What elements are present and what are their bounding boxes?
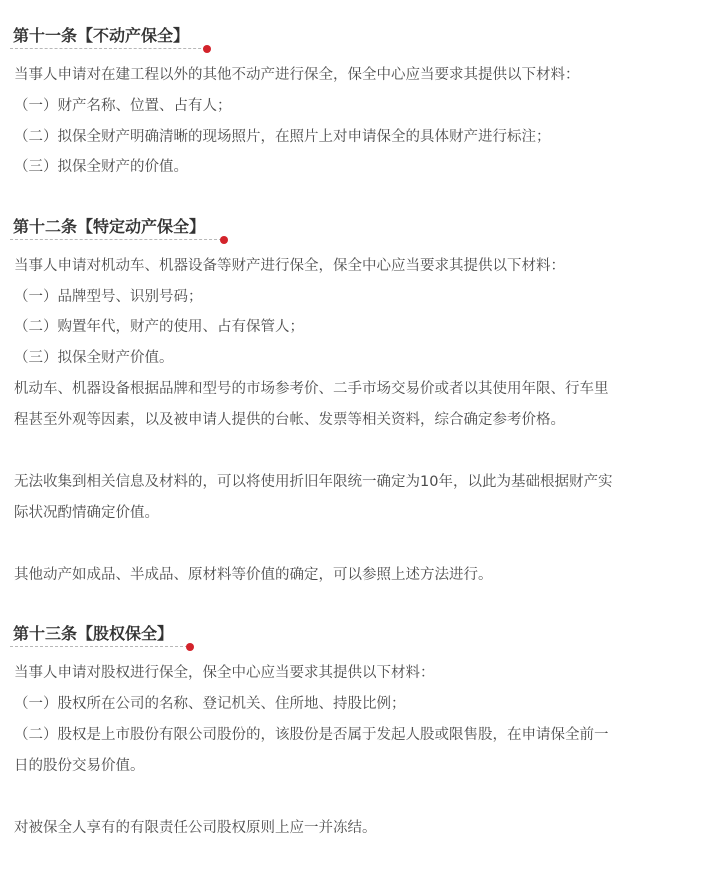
heading-underline-3 [10, 646, 188, 647]
text-line: 其他动产如成品、半成品、原材料等价值的确定，可以参照上述方法进行。 [14, 567, 493, 583]
text-line: 当事人申请对股权进行保全，保全中心应当要求其提供以下材料： [14, 665, 435, 681]
text-line: （一）财产名称、位置、占有人； [14, 98, 232, 114]
text-line: （二）拟保全财产明确清晰的现场照片，在照片上对申请保全的具体财产进行标注； [14, 129, 551, 145]
text-line: 日的股份交易价值。 [14, 758, 145, 774]
text-line: 对被保全人享有的有限责任公司股权原则上应一并冻结。 [14, 820, 377, 836]
text-line: （一）股权所在公司的名称、登记机关、住所地、持股比例； [14, 696, 406, 712]
heading-underline-2 [10, 239, 222, 240]
section-heading-2: 第十二条【特定动产保全】 [13, 217, 206, 236]
text-line: （二）购置年代，财产的使用、占有保管人； [14, 319, 304, 335]
text-line: （三）拟保全财产的价值。 [14, 159, 188, 175]
heading-dot-1 [203, 45, 211, 53]
text-line: 程甚至外观等因素，以及被申请人提供的台帐、发票等相关资料，综合确定参考价格。 [14, 412, 565, 428]
heading-dot-2 [220, 236, 228, 244]
heading-underline-1 [10, 48, 206, 49]
text-line: 当事人申请对在建工程以外的其他不动产进行保全，保全中心应当要求其提供以下材料： [14, 67, 580, 83]
section-heading-3: 第十三条【股权保全】 [13, 624, 174, 643]
text-line: （三）拟保全财产价值。 [14, 350, 174, 366]
text-line: 当事人申请对机动车、机器设备等财产进行保全，保全中心应当要求其提供以下材料： [14, 258, 565, 274]
text-line: 无法收集到相关信息及材料的，可以将使用折旧年限统一确定为10年，以此为基础根据财产实 [14, 474, 613, 490]
text-line: （二）股权是上市股份有限公司股份的，该股份是否属于发起人股或限售股，在申请保全前一 [14, 727, 609, 743]
text-line: 机动车、机器设备根据品牌和型号的市场参考价、二手市场交易价或者以其使用年限、行车里 [14, 381, 609, 397]
heading-dot-3 [186, 643, 194, 651]
section-heading-1: 第十一条【不动产保全】 [13, 26, 190, 45]
text-line: （一）品牌型号、识别号码； [14, 289, 203, 305]
text-line: 际状况酌情确定价值。 [14, 505, 159, 521]
